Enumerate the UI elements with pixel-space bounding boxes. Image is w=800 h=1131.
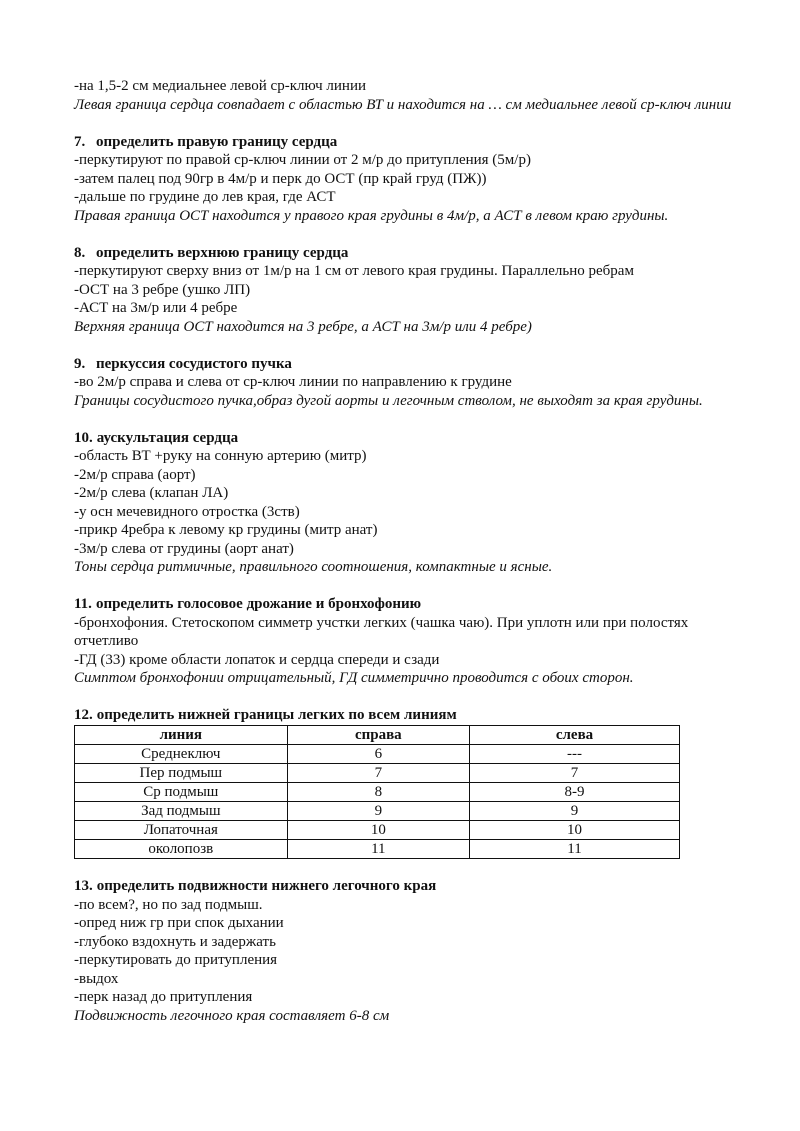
table-cell: 7 <box>470 763 680 782</box>
column-header: линия <box>75 725 288 744</box>
text-line: -3м/р слева от грудины (аорт анат) <box>74 540 294 557</box>
table-cell: Лопаточная <box>75 820 288 839</box>
table-row <box>75 763 680 782</box>
section-heading-9 <box>74 355 744 374</box>
text-line: -по всем?, но по зад подмыш. <box>74 896 263 913</box>
text-line: -затем палец под 90гр в 4м/р и перк до ОСТ (пр край груд (ПЖ)) <box>74 170 487 187</box>
section-title: определить верхнюю границу сердца <box>96 244 349 261</box>
conclusion-text: Левая граница сердца совпадает с областью ВТ и находится на … см медиальнее левой ср-ключ линии <box>74 96 732 113</box>
section-title: определить нижней границы легких по всем линиям <box>96 707 457 723</box>
conclusion-text: Границы сосудистого пучка,образ дугой аорты и легочным стволом, не выходят за края грудины. <box>74 392 703 409</box>
section-number: 12. <box>74 707 93 723</box>
document-body <box>74 77 744 1025</box>
text-line: -у осн мечевидного отростка (3ств) <box>74 503 300 520</box>
table-row <box>75 782 680 801</box>
conclusion-text: Тоны сердца ритмичные, правильного соотношения, компактные и ясные. <box>74 559 553 575</box>
table-row <box>75 839 680 858</box>
text-line: -перкутируют сверху вниз от 1м/р на 1 см от левого края грудины. Параллельно ребрам <box>74 263 634 279</box>
text-line: -2м/р справа (аорт) <box>74 466 196 483</box>
table-cell: 11 <box>470 839 680 858</box>
table-cell: 9 <box>287 801 469 820</box>
table-row <box>75 801 680 820</box>
section-title: определить правую границу сердца <box>96 133 338 150</box>
conclusion-text: Симптом бронхофонии отрицательный, ГД симметрично проводится с обоих сторон. <box>74 670 634 686</box>
section-number: 8. <box>74 244 86 261</box>
table-cell: 8-9 <box>470 782 680 801</box>
table-cell: 8 <box>287 782 469 801</box>
section-title: перкуссия сосудистого пучка <box>96 355 292 372</box>
column-header: справа <box>287 725 469 744</box>
table-cell: Зад подмыш <box>75 801 288 820</box>
table-row <box>75 744 680 763</box>
table-cell: Пер подмыш <box>75 763 288 782</box>
lung-borders-table <box>74 725 680 859</box>
text-line: -на 1,5-2 см медиальнее левой ср-ключ линии <box>74 78 366 94</box>
text-line: -перк назад до притупления <box>74 989 253 1005</box>
table-cell: 10 <box>287 820 469 839</box>
conclusion-text: Подвижность легочного края составляет 6-8 см <box>74 1007 390 1024</box>
table-row <box>75 820 680 839</box>
section-title: аускультация сердца <box>96 429 239 446</box>
section-heading-11 <box>74 595 744 614</box>
text-line: -прикр 4ребра к левому кр грудины (митр анат) <box>74 522 378 538</box>
text-line: -опред ниж гр при спок дыхании <box>74 915 284 931</box>
table-cell: 11 <box>287 839 469 858</box>
text-line: -область ВТ +руку на сонную артерию (митр) <box>74 448 367 464</box>
section-title: определить голосовое дрожание и бронхофонию <box>95 596 422 612</box>
text-line: -выдох <box>74 970 119 987</box>
conclusion-text: Верхняя граница ОСТ находится на 3 ребре, а АСТ на 3м/р или 4 ребре) <box>74 318 532 335</box>
text-line: -2м/р слева (клапан ЛА) <box>74 485 229 501</box>
table-cell: 9 <box>470 801 680 820</box>
text-line: -перкутируют по правой ср-ключ линии от 2 м/р до притупления (5м/р) <box>74 152 531 168</box>
section-heading-7 <box>74 133 744 152</box>
text-line: -ГД (33) кроме области лопаток и сердца спереди и сзади <box>74 651 440 668</box>
section-heading-10 <box>74 429 744 448</box>
table-cell: 6 <box>287 744 469 763</box>
table-cell: околопозв <box>75 839 288 858</box>
section-heading-8 <box>74 244 744 263</box>
table-cell: 10 <box>470 820 680 839</box>
section-number: 9. <box>74 355 86 372</box>
section-heading-13 <box>74 877 744 896</box>
section-number: 11. <box>74 596 92 612</box>
text-line: -ОСТ на 3 ребре (ушко ЛП) <box>74 281 251 298</box>
text-line: -АСТ на 3м/р или 4 ребре <box>74 300 238 316</box>
column-header: слева <box>470 725 680 744</box>
conclusion-text: Правая граница ОСТ находится у правого края грудины в 4м/р, а АСТ в левом краю грудины. <box>74 207 669 224</box>
table-cell: Ср подмыш <box>75 782 288 801</box>
text-line: -глубоко вздохнуть и задержать <box>74 933 276 950</box>
section-number: 7. <box>74 133 86 150</box>
table-header-row <box>75 725 680 744</box>
section-number: 13. <box>74 878 93 894</box>
table-cell: --- <box>470 744 680 763</box>
text-line: -дальше по грудине до лев края, где АСТ <box>74 189 336 205</box>
text-line: -во 2м/р справа и слева от ср-ключ линии по направлению к грудине <box>74 374 512 390</box>
text-line: -перкутировать до притупления <box>74 952 278 968</box>
table-cell: Среднеключ <box>75 744 288 763</box>
text-line: -бронхофония. Стетоскопом симметр учстки легких (чашка чаю). При уплотн или при полостях отчетливо <box>74 614 689 649</box>
section-number: 10. <box>74 429 93 446</box>
section-title: определить подвижности нижнего легочного края <box>96 878 437 894</box>
section-heading-12 <box>74 706 744 725</box>
table-cell: 7 <box>287 763 469 782</box>
